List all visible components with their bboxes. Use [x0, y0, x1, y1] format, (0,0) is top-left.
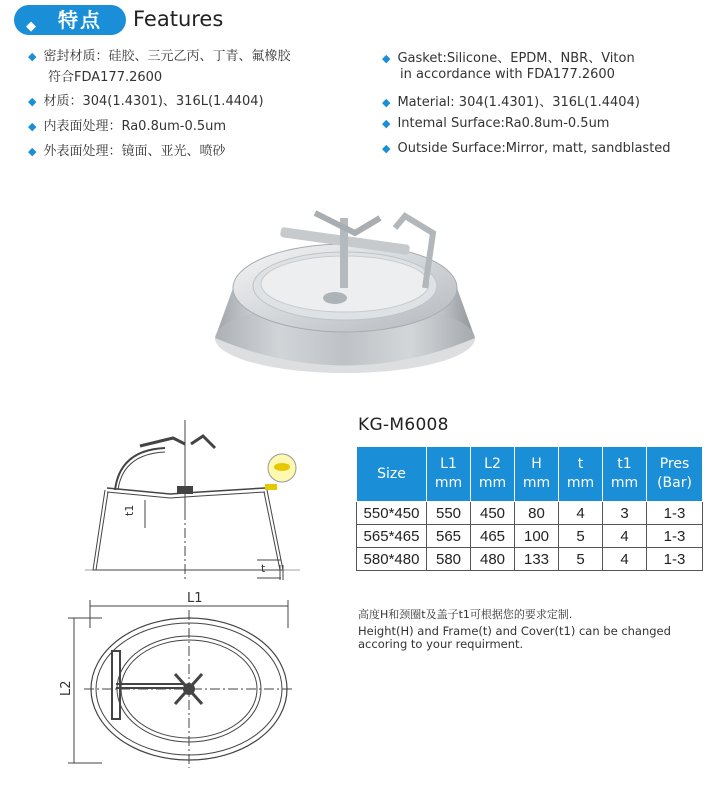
model-number: KG-M6008	[358, 415, 449, 435]
table-cell: 1-3	[647, 525, 703, 548]
table-cell: 5	[559, 548, 603, 571]
t-dimension-label: t	[261, 562, 266, 575]
table-cell: 1-3	[647, 548, 703, 571]
features-heading-pill	[14, 5, 126, 35]
table-cell: 1-3	[647, 502, 703, 525]
header-t1: t1 mm	[603, 447, 647, 502]
table-cell: 480	[471, 548, 515, 571]
table-cell: 550*450	[357, 502, 427, 525]
side-view-drawing	[85, 420, 305, 585]
header-t: t mm	[559, 447, 603, 502]
table-cell: 565*465	[357, 525, 427, 548]
table-cell: 580*480	[357, 548, 427, 571]
bullet-diamond-icon: ◆	[28, 120, 37, 133]
table-cell: 450	[471, 502, 515, 525]
feature-en-gasket: ◆ Gasket:Silicone、EPDM、NBR、Viton	[382, 51, 635, 66]
table-row	[357, 525, 703, 548]
t1-dimension-label: t1	[123, 504, 136, 516]
header-l1: L1 mm	[427, 447, 471, 502]
table-cell: 5	[559, 525, 603, 548]
table-cell: 4	[603, 548, 647, 571]
table-cell: 133	[515, 548, 559, 571]
manhole-cover-product-image	[205, 188, 485, 388]
feature-en-gasket-cert: in accordance with FDA177.2600	[400, 67, 615, 82]
table-cell: 565	[427, 525, 471, 548]
heading-chinese: 特点	[58, 8, 102, 32]
feature-en-outer-surface: ◆ Outside Surface:Mirror, matt, sandblasted	[382, 141, 671, 156]
feature-zh-inner-surface: ◆ 内表面处理：Ra0.8um-0.5um	[28, 119, 227, 134]
table-cell: 465	[471, 525, 515, 548]
bullet-diamond-icon: ◆	[382, 52, 391, 65]
table-row	[357, 502, 703, 525]
header-size: Size	[357, 447, 427, 502]
diamond-icon: ◆	[26, 19, 36, 34]
bullet-diamond-icon: ◆	[28, 95, 37, 108]
table-row	[357, 548, 703, 571]
table-cell: 4	[603, 525, 647, 548]
feature-zh-gasket-cert: 符合FDA177.2600	[48, 70, 163, 85]
customization-note-english: Height(H) and Frame(t) and Cover(t1) can be changed accoring to your requirment.	[358, 624, 671, 651]
table-cell: 3	[603, 502, 647, 525]
feature-en-material: ◆ Material: 304(1.4301)、316L(1.4404)	[382, 95, 640, 110]
spec-table	[356, 446, 703, 571]
L1-dimension-label: L1	[187, 591, 203, 606]
table-cell: 80	[515, 502, 559, 525]
bullet-diamond-icon: ◆	[28, 50, 37, 63]
feature-zh-outer-surface: ◆ 外表面处理：镜面、亚光、喷砂	[28, 144, 226, 159]
feature-zh-material: ◆ 材质：304(1.4301)、316L(1.4404)	[28, 94, 264, 109]
top-view-drawing	[59, 588, 312, 788]
header-h: H mm	[515, 447, 559, 502]
feature-zh-gasket: ◆ 密封材质：硅胶、三元乙丙、丁青、氟橡胶	[28, 49, 291, 64]
table-cell: 580	[427, 548, 471, 571]
header-pressure: Pres (Bar)	[647, 447, 703, 502]
feature-en-inner-surface: ◆ Intemal Surface:Ra0.8um-0.5um	[382, 116, 610, 131]
bullet-diamond-icon: ◆	[382, 117, 391, 130]
table-cell: 550	[427, 502, 471, 525]
table-cell: 4	[559, 502, 603, 525]
bullet-diamond-icon: ◆	[382, 96, 391, 109]
table-cell: 100	[515, 525, 559, 548]
L2-dimension-label: L2	[59, 680, 74, 696]
spec-table-header-row	[357, 447, 703, 502]
bullet-diamond-icon: ◆	[28, 145, 37, 158]
heading-english: Features	[133, 7, 224, 31]
customization-note-chinese: 高度H和颈圈t及盖子t1可根据您的要求定制.	[358, 608, 573, 621]
bullet-diamond-icon: ◆	[382, 142, 391, 155]
header-l2: L2 mm	[471, 447, 515, 502]
